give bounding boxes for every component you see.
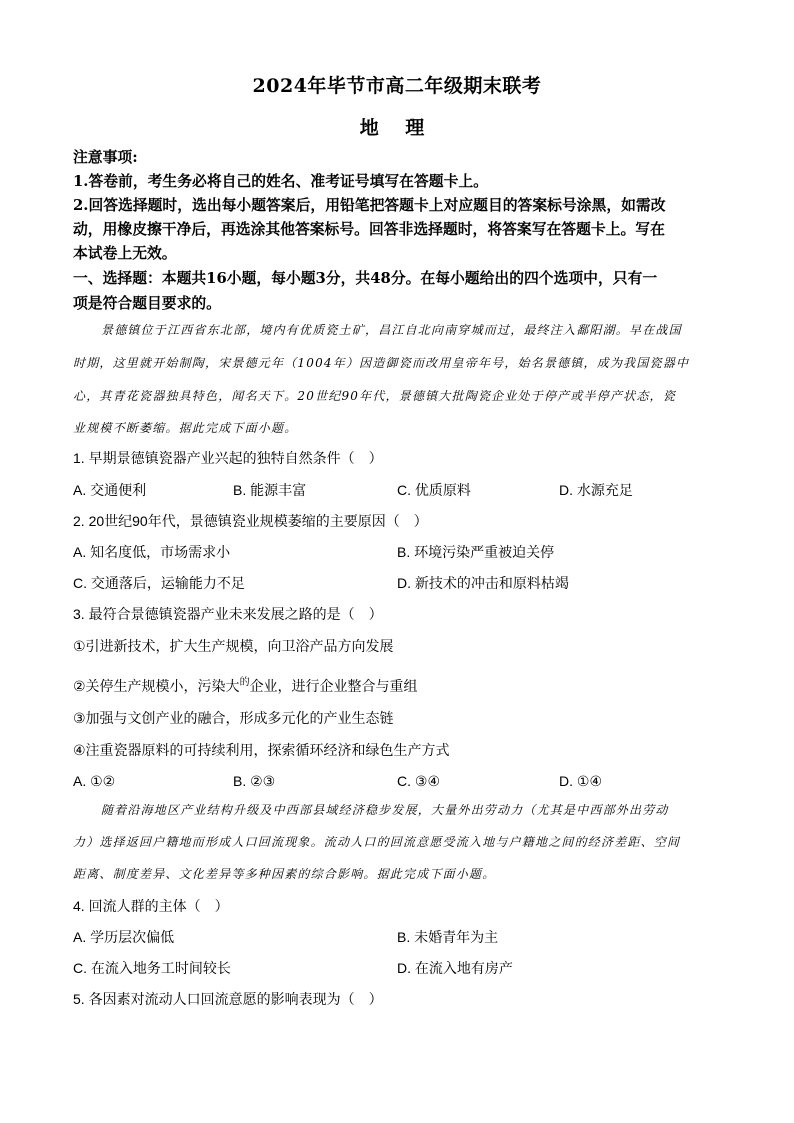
- section-heading-line-2: 项是符合题目要求的。: [73, 295, 221, 312]
- question-3-statement-2: ②关停生产规模小，污染大$^的$企业，进行企业整合与重组: [73, 677, 418, 694]
- question-1-option-c[interactable]: C. 优质原料: [397, 482, 471, 498]
- question-4-option-d[interactable]: D. 在流入地有房产: [397, 960, 513, 976]
- question-3-option-b[interactable]: B. ②③: [233, 773, 276, 789]
- passage1-line-4: 业规模不断萎缩。据此完成下面小题。: [73, 421, 298, 435]
- passage1-line-3: 心，其青花瓷器独具特色，闻名天下。20世纪90年代，景德镇大批陶瓷企业处于停产或半停产状态，瓷: [73, 389, 676, 403]
- question-5-stem: 5. 各因素对流动人口回流意愿的影响表现为（ ）: [73, 991, 383, 1007]
- question-3-stem: 3. 最符合景德镇瓷器产业未来发展之路的是（ ）: [73, 606, 383, 622]
- passage2-line-3: 距离、制度差异、文化差异等多种因素的综合影响。据此完成下面小题。: [73, 867, 496, 881]
- question-3-option-d[interactable]: D. ①④: [559, 773, 602, 789]
- question-1-option-b[interactable]: B. 能源丰富: [233, 482, 307, 498]
- passage1-line-2: 时期，这里就开始制陶，宋景德元年（1004年）因造御瓷而改用皇帝年号，始名景德镇，成为我国瓷器中: [73, 356, 690, 370]
- question-3-statement-4: ④注重瓷器原料的可持续利用，探索循环经济和绿色生产方式: [73, 742, 450, 758]
- question-2-option-c[interactable]: C. 交通落后，运输能力不足: [73, 575, 245, 591]
- notice-item-2-line-2: 动，用橡皮擦干净后，再选涂其他答案标号。回答非选择题时，将答案写在答题卡上。写在: [73, 221, 665, 238]
- question-3-option-a[interactable]: A. ①②: [73, 773, 116, 789]
- notice-heading: 注意事项:: [73, 149, 138, 166]
- question-3-option-c[interactable]: C. ③④: [397, 773, 440, 789]
- question-2-option-d[interactable]: D. 新技术的冲击和原料枯竭: [397, 575, 569, 591]
- question-3-statement-3: ③加强与文创产业的融合，形成多元化的产业生态链: [73, 710, 394, 726]
- question-2-option-b[interactable]: B. 环境污染严重被迫关停: [397, 544, 555, 560]
- question-1-option-a[interactable]: A. 交通便利: [73, 482, 147, 498]
- question-3-statement-1: ①引进新技术，扩大生产规模，向卫浴产品方向发展: [73, 638, 394, 654]
- exam-title: 2024年毕节市高二年级期末联考: [252, 75, 542, 97]
- question-2-option-a[interactable]: A. 知名度低，市场需求小: [73, 544, 231, 560]
- question-2-stem: 2. 20世纪90年代，景德镇瓷业规模萎缩的主要原因（ ）: [73, 513, 428, 529]
- question-1-option-d[interactable]: D. 水源充足: [559, 482, 633, 498]
- subject-title: 地 理: [359, 117, 435, 139]
- notice-item-2-line-3: 本试卷上无效。: [73, 245, 177, 262]
- passage2-line-2: 力）选择返回户籍地而形成人口回流现象。流动人口的回流意愿受流入地与户籍地之间的经济差距、空间: [73, 835, 681, 849]
- question-1-stem: 1. 早期景德镇瓷器产业兴起的独特自然条件（ ）: [73, 450, 383, 466]
- passage1-line-1: 景德镇位于江西省东北部，境内有优质瓷土矿，昌江自北向南穿城而过，最终注入鄱阳湖。早在战国: [101, 323, 682, 337]
- passage2-line-1: 随着沿海地区产业结构升级及中西部县域经济稳步发展，大量外出劳动力（尤其是中西部外出劳动: [101, 803, 669, 817]
- question-4-option-c[interactable]: C. 在流入地务工时间较长: [73, 960, 231, 976]
- question-4-stem: 4. 回流人群的主体（ ）: [73, 898, 229, 914]
- notice-item-1: 1.答卷前，考生务必将自己的姓名、准考证号填写在答题卡上。: [73, 173, 488, 190]
- question-4-option-b[interactable]: B. 未婚青年为主: [397, 929, 499, 945]
- question-4-option-a[interactable]: A. 学历层次偏低: [73, 929, 175, 945]
- section-heading-line-1: 一、选择题：本题共16小题，每小题3分，共48分。在每小题给出的四个选项中，只有一: [73, 270, 658, 287]
- notice-item-2-line-1: 2.回答选择题时，选出每小题答案后，用铅笔把答题卡上对应题目的答案标号涂黑，如需改: [73, 197, 666, 214]
